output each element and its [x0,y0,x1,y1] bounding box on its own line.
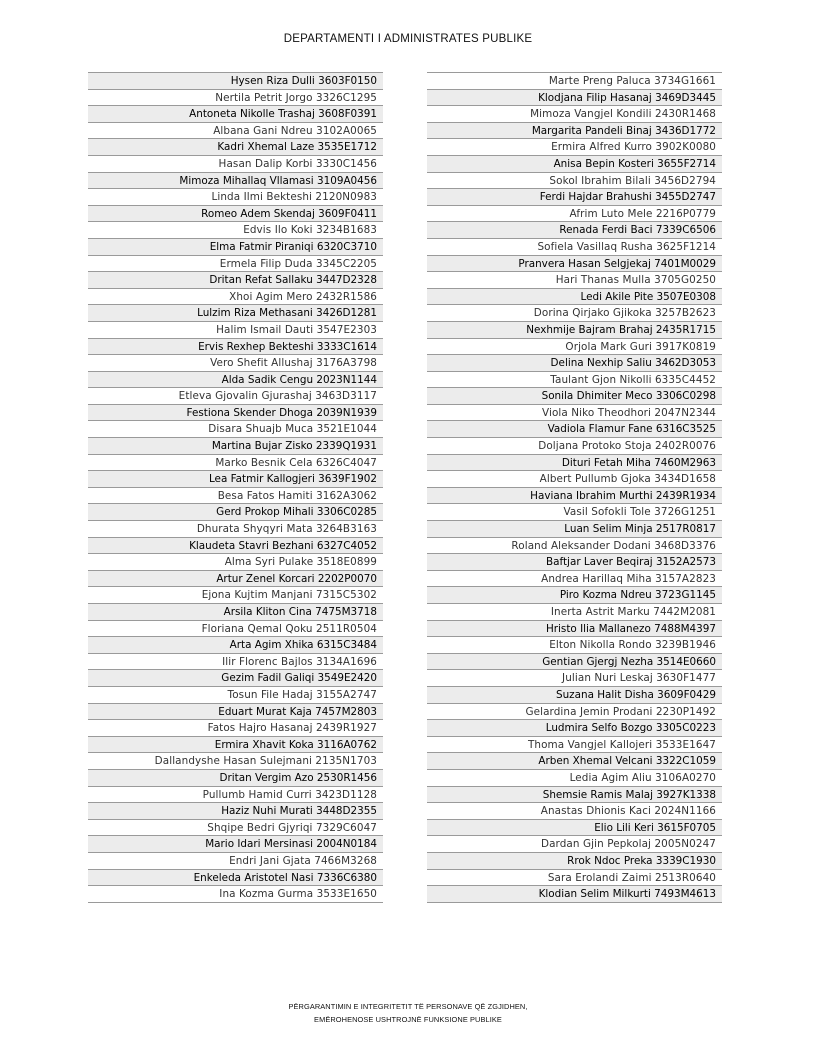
list-row: Renada Ferdi Baci 7339C6506 [427,222,722,239]
list-row: Ejona Kujtim Manjani 7315C5302 [88,587,383,604]
page-title: DEPARTAMENTI I ADMINISTRATES PUBLIKE [283,33,533,45]
list-row: Pullumb Hamid Curri 3423D1128 [88,787,383,804]
footer-note [0,1000,816,1026]
list-row: Sofiela Vasillaq Rusha 3625F1214 [427,239,722,256]
list-row: Rrok Ndoc Preka 3339C1930 [427,853,722,870]
left-name-list [88,72,383,903]
list-row: Dallandyshe Hasan Sulejmani 2135N1703 [88,753,383,770]
list-row: Arben Xhemal Velcani 3322C1059 [427,753,722,770]
list-row: Gelardina Jemin Prodani 2230P1492 [427,704,722,721]
list-row: Elma Fatmir Piraniqi 6320C3710 [88,239,383,256]
list-row: Vero Shefit Allushaj 3176A3798 [88,355,383,372]
list-row: Sonila Dhimiter Meco 3306C0298 [427,388,722,405]
list-row: Festiona Skender Dhoga 2039N1939 [88,405,383,422]
list-row: Disara Shuajb Muca 3521E1044 [88,421,383,438]
list-row: Tosun File Hadaj 3155A2747 [88,687,383,704]
list-row: Etleva Gjovalin Gjurashaj 3463D3117 [88,388,383,405]
list-row: Roland Aleksander Dodani 3468D3376 [427,538,722,555]
list-row: Romeo Adem Skendaj 3609F0411 [88,206,383,223]
list-row: Shqipe Bedri Gjyriqi 7329C6047 [88,820,383,837]
list-row: Dritan Refat Sallaku 3447D2328 [88,272,383,289]
list-row: Klaudeta Stavri Bezhani 6327C4052 [88,538,383,555]
list-row: Arta Agim Xhika 6315C3484 [88,637,383,654]
list-row: Albert Pullumb Gjoka 3434D1658 [427,471,722,488]
list-row: Dritan Vergim Azo 2530R1456 [88,770,383,787]
list-row: Alda Sadik Cengu 2023N1144 [88,372,383,389]
list-row: Arsila Kliton Cina 7475M3718 [88,604,383,621]
list-row: Enkeleda Aristotel Nasi 7336C6380 [88,870,383,887]
list-row: Suzana Halit Disha 3609F0429 [427,687,722,704]
list-row: Sokol Ibrahim Bilali 3456D2794 [427,173,722,190]
list-row: Antoneta Nikolle Trashaj 3608F0391 [88,106,383,123]
list-row: Ermela Filip Duda 3345C2205 [88,256,383,273]
list-row: Albana Gani Ndreu 3102A0065 [88,123,383,140]
list-row: Fatos Hajro Hasanaj 2439R1927 [88,720,383,737]
list-row: Julian Nuri Leskaj 3630F1477 [427,670,722,687]
list-row: Doljana Protoko Stoja 2402R0076 [427,438,722,455]
list-row: Pranvera Hasan Selgjekaj 7401M0029 [427,256,722,273]
list-row: Ferdi Hajdar Brahushi 3455D2747 [427,189,722,206]
list-row: Mimoza Vangjel Kondili 2430R1468 [427,106,722,123]
list-row: Ledia Agim Aliu 3106A0270 [427,770,722,787]
list-row: Klodjana Filip Hasanaj 3469D3445 [427,90,722,107]
list-row: Endri Jani Gjata 7466M3268 [88,853,383,870]
list-row: Orjola Mark Guri 3917K0819 [427,339,722,356]
list-row: Lea Fatmir Kallogjeri 3639F1902 [88,471,383,488]
right-name-list [427,72,722,903]
list-row: Ledi Akile Pite 3507E0308 [427,289,722,306]
list-row: Hasan Dalip Korbi 3330C1456 [88,156,383,173]
list-row: Afrim Luto Mele 2216P0779 [427,206,722,223]
list-row: Alma Syri Pulake 3518E0899 [88,554,383,571]
list-row: Elton Nikolla Rondo 3239B1946 [427,637,722,654]
list-row: Haviana Ibrahim Murthi 2439R1934 [427,488,722,505]
list-row: Thoma Vangjel Kallojeri 3533E1647 [427,737,722,754]
list-row: Halim Ismail Dauti 3547E2303 [88,322,383,339]
list-row: Mario Idari Mersinasi 2004N0184 [88,836,383,853]
list-row: Hari Thanas Mulla 3705G0250 [427,272,722,289]
footer-line-1: PËRGARANTIMIN E INTEGRITETIT TË PERSONAVE QË ZGJIDHEN, [288,1002,528,1011]
list-row: Viola Niko Theodhori 2047N2344 [427,405,722,422]
list-row: Mimoza Mihallaq Vllamasi 3109A0456 [88,173,383,190]
list-row: Margarita Pandeli Binaj 3436D1772 [427,123,722,140]
list-row: Marte Preng Paluca 3734G1661 [427,73,722,90]
list-row: Elio Lili Keri 3615F0705 [427,820,722,837]
footer-line-2: EMËROHENOSE USHTROJNË FUNKSIONE PUBLIKE [314,1015,502,1024]
list-row: Andrea Harillaq Miha 3157A2823 [427,571,722,588]
list-row: Luan Selim Minja 2517R0817 [427,521,722,538]
list-row: Gezim Fadil Galiqi 3549E2420 [88,670,383,687]
list-row: Dorina Qirjako Gjikoka 3257B2623 [427,305,722,322]
list-row: Anastas Dhionis Kaci 2024N1166 [427,803,722,820]
list-row: Ludmira Selfo Bozgo 3305C0223 [427,720,722,737]
list-row: Eduart Murat Kaja 7457M2803 [88,704,383,721]
list-row: Vadiola Flamur Fane 6316C3525 [427,421,722,438]
list-row: Edvis Ilo Koki 3234B1683 [88,222,383,239]
list-row: Ermira Xhavit Koka 3116A0762 [88,737,383,754]
list-row: Marko Besnik Cela 6326C4047 [88,455,383,472]
list-row: Sara Erolandi Zaimi 2513R0640 [427,870,722,887]
list-row: Vasil Sofokli Tole 3726G1251 [427,504,722,521]
list-row: Ilir Florenc Bajlos 3134A1696 [88,654,383,671]
list-row: Hristo Ilia Mallanezo 7488M4397 [427,621,722,638]
list-row: Floriana Qemal Qoku 2511R0504 [88,621,383,638]
list-row: Delina Nexhip Saliu 3462D3053 [427,355,722,372]
list-row: Nexhmije Bajram Brahaj 2435R1715 [427,322,722,339]
list-row: Artur Zenel Korcari 2202P0070 [88,571,383,588]
list-row: Ermira Alfred Kurro 3902K0080 [427,139,722,156]
list-row: Piro Kozma Ndreu 3723G1145 [427,587,722,604]
list-row: Baftjar Laver Beqiraj 3152A2573 [427,554,722,571]
list-row: Xhoi Agim Mero 2432R1586 [88,289,383,306]
list-row: Taulant Gjon Nikolli 6335C4452 [427,372,722,389]
list-row: Anisa Bepin Kosteri 3655F2714 [427,156,722,173]
list-row: Nertila Petrit Jorgo 3326C1295 [88,90,383,107]
list-row: Gentian Gjergj Nezha 3514E0660 [427,654,722,671]
list-row: Lulzim Riza Methasani 3426D1281 [88,305,383,322]
list-row: Linda Ilmi Bekteshi 2120N0983 [88,189,383,206]
list-row: Ina Kozma Gurma 3533E1650 [88,886,383,903]
list-row: Kadri Xhemal Laze 3535E1712 [88,139,383,156]
list-row: Dituri Fetah Miha 7460M2963 [427,455,722,472]
list-row: Dardan Gjin Pepkolaj 2005N0247 [427,836,722,853]
list-row: Klodian Selim Milkurti 7493M4613 [427,886,722,903]
list-row: Inerta Astrit Marku 7442M2081 [427,604,722,621]
list-row: Besa Fatos Hamiti 3162A3062 [88,488,383,505]
list-row: Hysen Riza Dulli 3603F0150 [88,73,383,90]
list-row: Gerd Prokop Mihali 3306C0285 [88,504,383,521]
list-row: Martina Bujar Zisko 2339Q1931 [88,438,383,455]
list-row: Dhurata Shyqyri Mata 3264B3163 [88,521,383,538]
list-row: Haziz Nuhi Murati 3448D2355 [88,803,383,820]
list-row: Ervis Rexhep Bekteshi 3333C1614 [88,339,383,356]
list-row: Shemsie Ramis Malaj 3927K1338 [427,787,722,804]
